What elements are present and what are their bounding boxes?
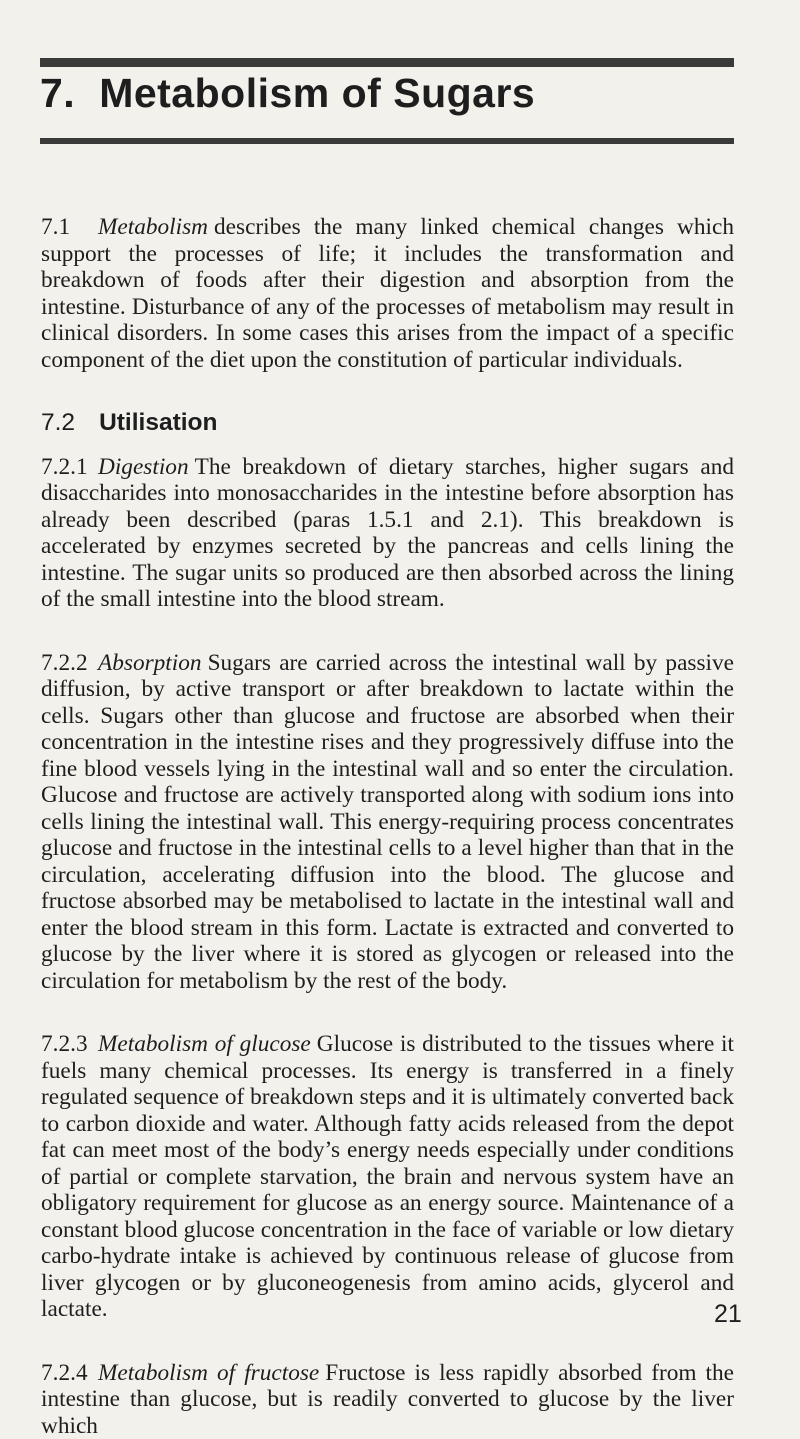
chapter-title [40, 70, 535, 117]
paragraph-7-2-1 [41, 454, 734, 613]
paragraph-7-2-2 [41, 650, 734, 995]
paragraph-number: 7.1 [41, 214, 91, 241]
paragraph-number: 7.2.4 [41, 1360, 91, 1387]
paragraph-text: Fructose is less rapidly absorbed from the intestine than glucose, but is readily converted to glucose by the liver which [41, 1360, 734, 1439]
paragraph-text: The breakdown of dietary starches, higher sugars and disaccharides into monosaccharides in the intestine before absorption has already been described (paras 1.5.1 and 2.1). This breakdown is accelerated by enzymes secreted by the pancreas and cells lining the intestine. The sugar units so produced are then absorbed across the lining of the small intestine into the blood stream. [41, 454, 734, 613]
chapter-title-text: Metabolism of Sugars [99, 70, 535, 116]
title-rule-top [40, 58, 734, 67]
paragraph-lead: Metabolism of fructose [98, 1360, 319, 1386]
paragraph-7-1 [41, 214, 734, 373]
paragraph-7-2-4 [41, 1360, 734, 1439]
section-number: 7.2 [41, 410, 75, 437]
paragraph-text: Glucose is distributed to the tissues where it fuels many chemical processes. Its energy is transferred in a finely regulated sequence of breakdown steps and it is ultimately converted back to carbon dioxide and water. Although fatty acids released from the depot fat can meet most of the body’s energy needs especially under conditions of partial or complete starvation, the brain and nervous system have an obligatory requirement for glucose as an energy source. Maintenance of a constant blood glucose concentration in the face of variable or low dietary carbo-hydrate intake is achieved by continuous release of glucose from liver glycogen or by gluconeogenesis from amino acids, glycerol and lactate. [41, 1031, 734, 1322]
section-heading-utilisation [41, 410, 734, 437]
paragraph-7-2-3 [41, 1031, 734, 1323]
page-number: 21 [714, 1300, 742, 1329]
title-rule-bottom [40, 138, 734, 144]
paragraph-number: 7.2.3 [41, 1031, 91, 1058]
paragraph-lead: Metabolism [98, 214, 208, 240]
chapter-number: 7. [40, 70, 75, 116]
paragraph-lead: Metabolism of glucose [98, 1031, 311, 1057]
section-title: Utilisation [99, 409, 217, 436]
paragraph-text: Sugars are carried across the intestinal wall by passive diffusion, by active transport or after breakdown to lactate within the cells. Sugars other than glucose and fructose are absorbed when their concentration in the intestine rises and they progressively diffuse into the fine blood vessels lying in the intestinal wall and so enter the circulation. Glucose and fructose are actively transported along with sodium ions into cells lining the intestinal wall. This energy-requiring process concentrates glucose and fructose in the intestinal cells to a level higher than that in the circulation, accelerating diffusion into the blood. The glucose and fructose absorbed may be metabolised to lactate in the intestinal wall and enter the blood stream in this form. Lactate is extracted and converted to glucose by the liver where it is stored as glycogen or released into the circulation for metabolism by the rest of the body. [41, 650, 734, 994]
page-body [41, 214, 734, 1439]
paragraph-text: describes the many linked chemical changes which support the processes of life; it includes the transformation and breakdown of foods after their digestion and absorption from the intestine. Disturbance of any of the processes of metabolism may result in clinical disorders. In some cases this arises from the impact of a specific component of the diet upon the constitution of particular individuals. [41, 214, 734, 373]
paragraph-number: 7.2.2 [41, 650, 91, 677]
paragraph-lead: Digestion [98, 454, 189, 480]
paragraph-number: 7.2.1 [41, 454, 91, 481]
paragraph-lead: Absorption [98, 650, 202, 676]
